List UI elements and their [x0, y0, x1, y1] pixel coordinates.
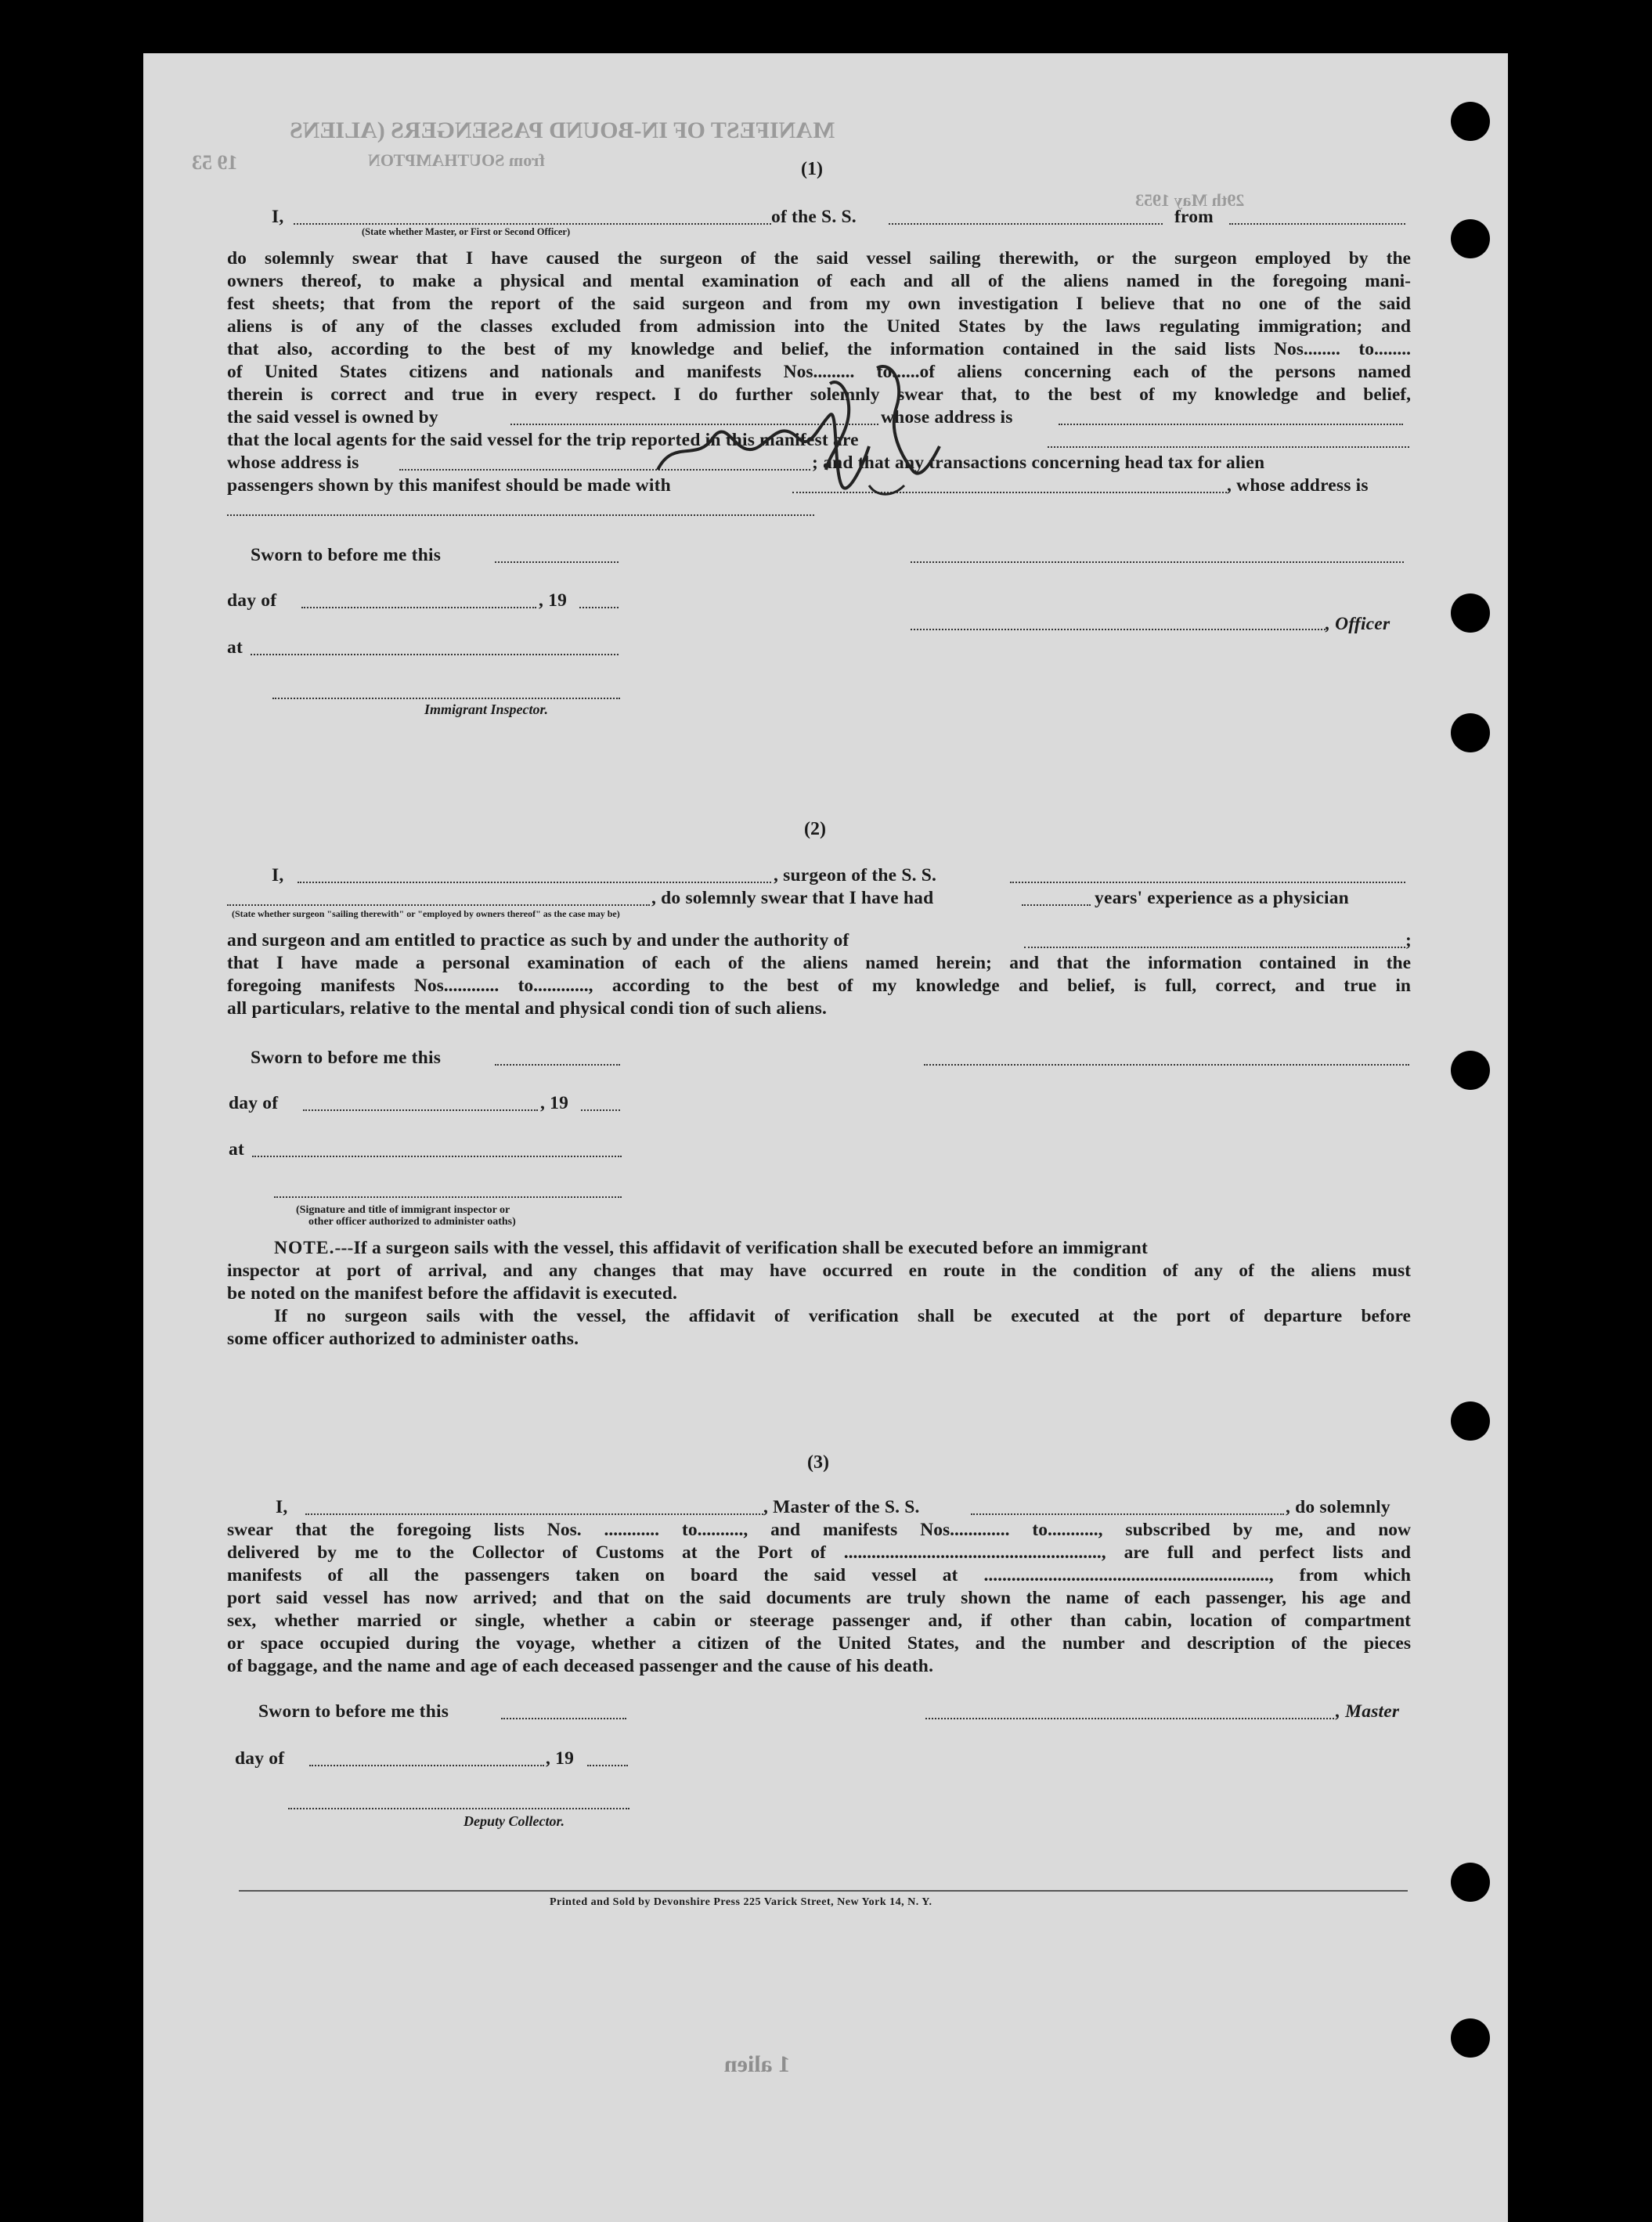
punch-hole	[1451, 1863, 1490, 1902]
s2-note-text: ---If a surgeon sails with the vessel, this affidavit of verification shall be executed before an immigrant	[334, 1238, 1149, 1258]
s3-body-line: or space occupied during the voyage, whether a citizen of the United States, and the number and description of the pieces	[227, 1633, 1411, 1654]
s1-officer-title-field[interactable]	[911, 629, 1326, 630]
ghost-year: 19 53	[192, 151, 238, 174]
s2-year-field[interactable]	[581, 1109, 620, 1111]
punch-hole	[1451, 1051, 1490, 1090]
s2-surgeon-signature-field[interactable]	[924, 1064, 1409, 1066]
s2-sig-caption-1: (Signature and title of immigrant inspector or	[296, 1204, 510, 1216]
s1-officer-caption: (State whether Master, or First or Second Officer)	[362, 226, 571, 237]
punch-hole	[1451, 102, 1490, 141]
s1-inspector-field[interactable]	[272, 698, 620, 699]
s1-body-line: fest sheets; that from the report of the said surgeon and from my own investigation I believe that no one of the said	[227, 294, 1411, 314]
s1-i-label: I,	[272, 207, 284, 227]
s2-semicolon: ;	[1405, 930, 1412, 950]
s1-year-field[interactable]	[579, 607, 619, 608]
s2-at-field[interactable]	[252, 1156, 622, 1157]
s1-body-line: of United States citizens and nationals and manifests Nos......... to......of aliens concerning each of the persons named	[227, 362, 1411, 382]
s1-body-line: that also, according to the best of my knowledge and belief, the information contained in the said lists Nos........ to........	[227, 339, 1411, 359]
s2-swear-label: , do solemnly swear that I have had	[651, 888, 934, 908]
s2-capacity-caption: (State whether surgeon "sailing therewith" or "employed by owners thereof" as the case may be)	[232, 908, 620, 919]
s2-note-label: NOTE.	[274, 1238, 335, 1258]
s1-head-tax-address-field[interactable]	[227, 514, 814, 516]
s1-body-line: therein is correct and true in every respect. I do further solemnly swear that, to the best of my knowledge and belief,	[227, 384, 1411, 405]
s2-surgeon-name-field[interactable]	[298, 882, 771, 883]
s3-master-name-field[interactable]	[305, 1513, 763, 1515]
s1-at-field[interactable]	[251, 654, 619, 655]
s3-day-field[interactable]	[309, 1765, 544, 1766]
s2-sworn-field[interactable]	[495, 1064, 620, 1066]
s2-note2-line-2: some officer authorized to administer oaths.	[227, 1329, 579, 1349]
s1-body-line: aliens is of any of the classes excluded from admission into the United States by the laws regulating immigration; and	[227, 316, 1411, 337]
s3-collector-caption: Deputy Collector.	[463, 1813, 564, 1829]
s1-sworn-field[interactable]	[495, 561, 619, 563]
s1-agents-field[interactable]	[1048, 446, 1409, 448]
s1-inspector-caption: Immigrant Inspector.	[424, 702, 549, 717]
s1-address-label-3: , whose address is	[1227, 475, 1369, 496]
s2-body-2: that I have made a personal examination of each of the aliens named herein; and that the information contained in the	[227, 953, 1411, 973]
s2-sig-caption-2: other officer authorized to administer oaths)	[308, 1216, 516, 1228]
handwritten-signature	[642, 352, 971, 509]
s1-address-label-2: whose address is	[227, 453, 359, 473]
s3-master-label: , Master	[1336, 1701, 1400, 1722]
footer-rule	[239, 1890, 1408, 1892]
s2-at-label: at	[229, 1139, 244, 1160]
s1-body-line: owners thereof, to make a physical and mental examination of each and all of the aliens named in the foregoing mani-	[227, 271, 1411, 291]
section-3-heading: (3)	[807, 1452, 829, 1473]
s3-collector-field[interactable]	[288, 1808, 629, 1809]
ghost-manifest-title: MANIFEST OF IN-BOUND PASSENGERS (ALIENS	[290, 117, 835, 143]
s1-owned-by-label: the said vessel is owned by	[227, 407, 438, 427]
section-2-heading: (2)	[804, 819, 826, 839]
s3-body-line: of baggage, and the name and age of each deceased passenger and the cause of his death.	[227, 1656, 934, 1676]
printer-imprint: Printed and Sold by Devonshire Press 225 Varick Street, New York 14, N. Y.	[550, 1896, 932, 1908]
s2-authority-field[interactable]	[1024, 947, 1405, 948]
s2-note-line-1	[274, 1237, 1148, 1260]
s1-day-of-label: day of	[227, 590, 277, 611]
s1-passengers-label: passengers shown by this manifest should be made with	[227, 475, 671, 496]
s3-sworn-label: Sworn to before me this	[258, 1701, 449, 1722]
s1-owner-address-field[interactable]	[1059, 424, 1403, 425]
s2-note-line-2: inspector at port of arrival, and any changes that may have occurred en route in the condition of any of the aliens must	[227, 1261, 1411, 1281]
s2-body-3: foregoing manifests Nos............ to............, according to the best of my knowledge and belief, is full, correct, and true in	[227, 976, 1411, 996]
s2-year-label: , 19	[540, 1093, 569, 1113]
s1-sworn-label: Sworn to before me this	[251, 545, 442, 565]
s2-years-label: years' experience as a physician	[1095, 888, 1349, 908]
s3-body-line: manifests of all the passengers taken on board the said vessel at .............................................................., from which	[227, 1565, 1411, 1585]
punch-hole	[1451, 593, 1490, 633]
punch-hole	[1451, 2018, 1490, 2058]
s1-year-label: , 19	[539, 590, 568, 611]
s1-from-field[interactable]	[1229, 223, 1405, 225]
s1-local-agents-label: that the local agents for the said vessel for the trip reported in this manifest are	[227, 430, 859, 450]
ghost-date: 29th May 1953	[1135, 190, 1245, 210]
s2-vessel-field[interactable]	[1010, 882, 1405, 883]
punch-hole	[1451, 713, 1490, 752]
s1-body-line: do solemnly swear that I have caused the surgeon of the said vessel sailing therewith, or the surgeon employed by the	[227, 248, 1411, 269]
s1-day-field[interactable]	[301, 607, 536, 608]
s2-capacity-field[interactable]	[227, 904, 650, 906]
s3-year-label: , 19	[546, 1748, 575, 1769]
s3-body-line: swear that the foregoing lists Nos. ............ to.........., and manifests Nos............. to..........., subscribed by me, and now	[227, 1520, 1411, 1540]
ghost-from: from SOUTHAMPTON	[368, 150, 545, 170]
s3-master-signature-field[interactable]	[925, 1718, 1334, 1719]
s1-vessel-field[interactable]	[889, 223, 1163, 225]
punch-hole	[1451, 1401, 1490, 1441]
s1-officer-signature-field[interactable]	[911, 561, 1404, 563]
back-stamp: 1 alien	[724, 2051, 791, 2077]
s2-sworn-label: Sworn to before me this	[251, 1048, 442, 1068]
s2-years-field[interactable]	[1022, 904, 1091, 906]
s2-note2-line-1: If no surgeon sails with the vessel, the affidavit of verification shall be executed at the port of departure before	[274, 1306, 1411, 1326]
s3-master-of-label: , Master of the S. S.	[763, 1497, 920, 1517]
s1-of-ss-label: of the S. S.	[771, 207, 857, 227]
s1-address-label: whose address is	[881, 407, 1013, 427]
s2-note-line-3: be noted on the manifest before the affidavit is executed.	[227, 1283, 678, 1304]
s3-vessel-field[interactable]	[971, 1513, 1284, 1515]
s2-i-label: I,	[272, 865, 284, 886]
s3-body-line: port said vessel has now arrived; and that on the said documents are truly shown the name of each passenger, his age and	[227, 1588, 1411, 1608]
section-1-heading: (1)	[801, 159, 823, 179]
s2-day-of-label: day of	[229, 1093, 279, 1113]
s1-at-label: at	[227, 637, 243, 658]
s1-officer-label: , Officer	[1326, 614, 1390, 634]
s3-i-label: I,	[276, 1497, 288, 1517]
s2-surgeon-of-label: , surgeon of the S. S.	[774, 865, 937, 886]
s1-officer-name-field[interactable]	[294, 223, 771, 225]
s3-do-solemnly-label: , do solemnly	[1286, 1497, 1390, 1517]
s1-head-tax-label: ; and that any transactions concerning head tax for alien	[812, 453, 1265, 473]
s2-body-4: all particulars, relative to the mental and physical condi tion of such aliens.	[227, 998, 828, 1019]
s2-day-field[interactable]	[303, 1109, 538, 1111]
s3-year-field[interactable]	[587, 1765, 628, 1766]
punch-hole	[1451, 219, 1490, 258]
s3-day-of-label: day of	[235, 1748, 285, 1769]
s3-body-line: sex, whether married or single, whether a cabin or steerage passenger and, if other than cabin, location of compartment	[227, 1611, 1411, 1631]
s3-body-line: delivered by me to the Collector of Customs at the Port of ........................................................, are full and perfect lists and	[227, 1542, 1411, 1563]
s2-inspector-field[interactable]	[274, 1196, 622, 1198]
s2-body-1: and surgeon and am entitled to practice as such by and under the authority of	[227, 930, 849, 950]
s1-from-label: from	[1174, 207, 1214, 227]
s3-sworn-field[interactable]	[501, 1718, 626, 1719]
